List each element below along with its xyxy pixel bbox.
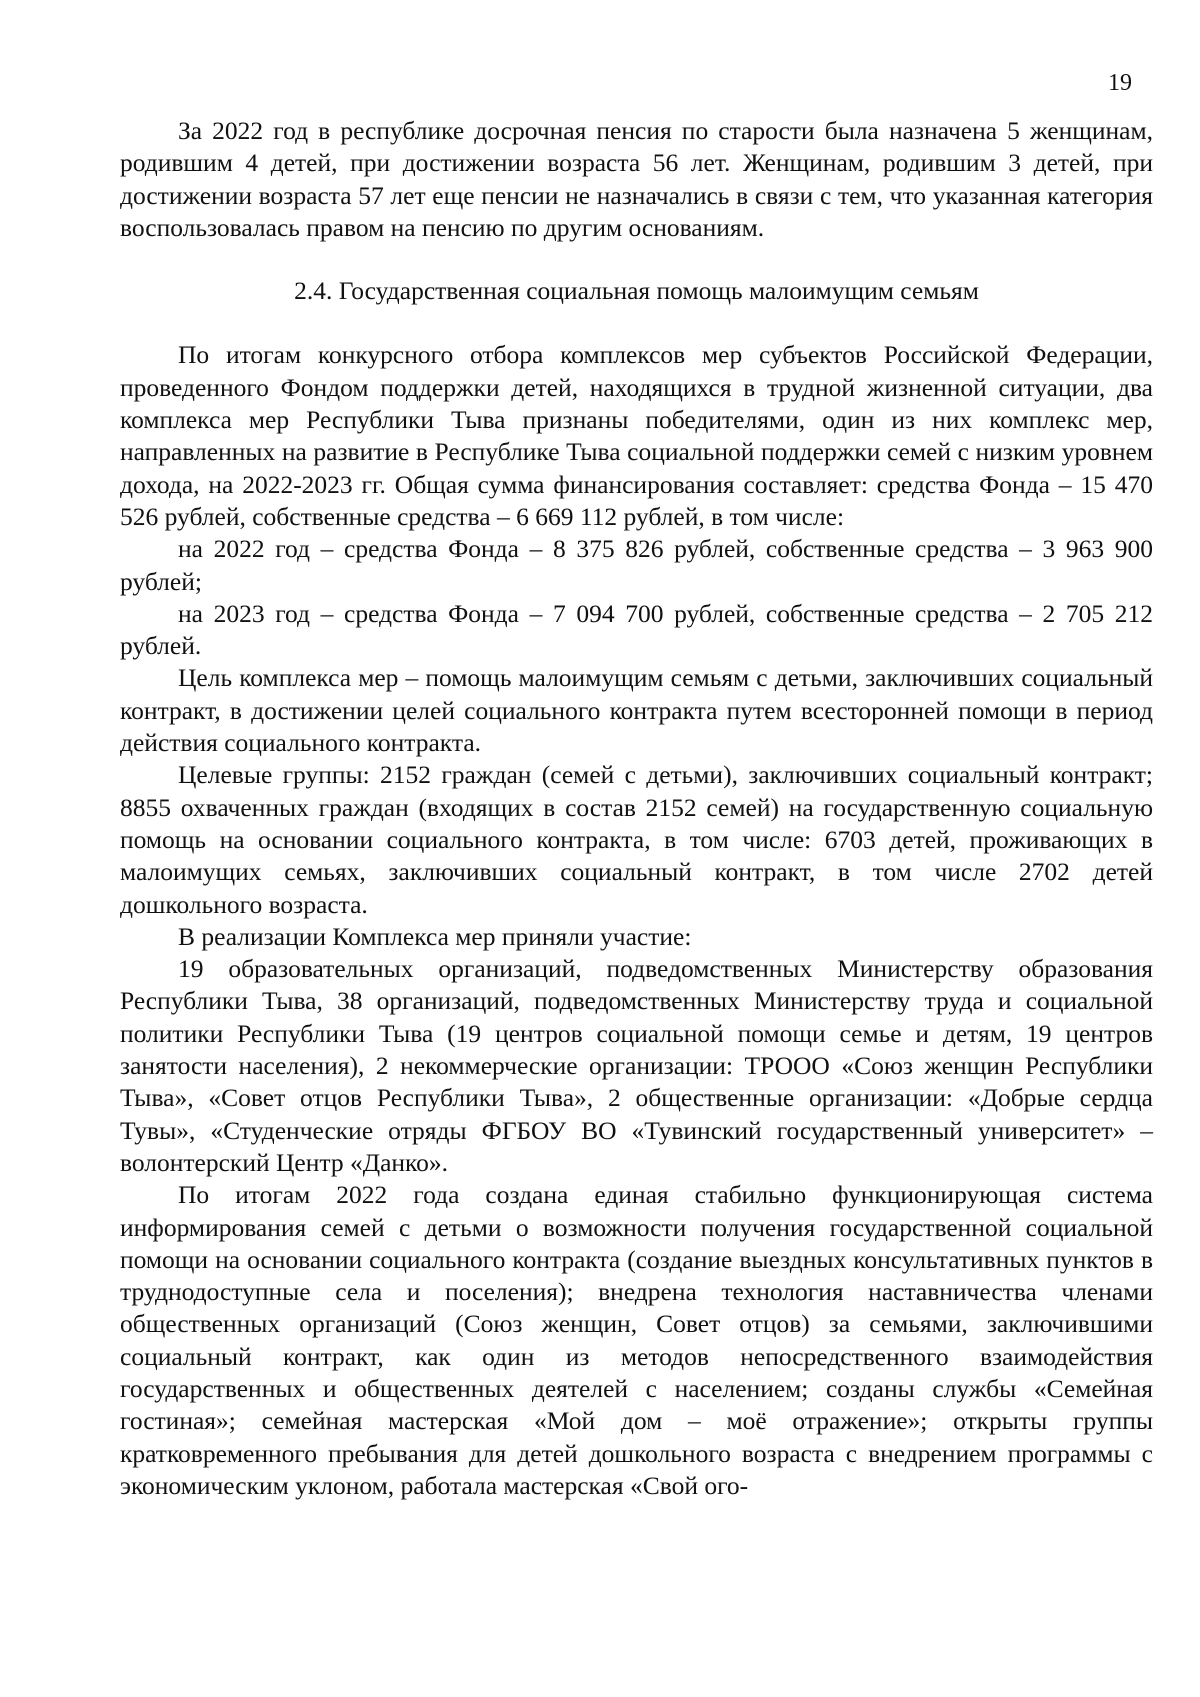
paragraph-funding-2022: на 2022 год – средства Фонда – 8 375 826 рублей, собственные средства – 3 963 900 рублей; bbox=[120, 534, 1153, 596]
paragraph-participants-intro: В реализации Комплекса мер приняли участие: bbox=[178, 921, 692, 951]
page-number: 19 bbox=[1108, 70, 1132, 96]
paragraph-early-pension: За 2022 год в республике досрочная пенсия по старости была назначена 5 женщинам, родившим 4 детей, при достижении возраста 56 лет. Женщинам, родившим 3 детей, при достижении возраста 57 лет еще пенсии не назначались в связи с тем, что указанная категория воспользовалась правом на пенсию по другим основаниям. bbox=[120, 116, 1153, 242]
paragraph-participants: 19 образовательных организаций, подведомственных Министерству образования Республики Тыва, 38 организаций, подведомственных Министерству труда и социальной политики Республики Тыва (19 центров социальной помощи семье и детям, 19 центров занятости населения), 2 некоммерческие организации: ТРООО «Союз женщин Республики Тыва», «Совет отцов Республики Тыва», 2 общественные организации: «Добрые сердца Тувы», «Студенческие отряды ФГБОУ ВО «Тувинский государственный университет» – волонтерский Центр «Данко». bbox=[120, 954, 1153, 1177]
paragraph-results-2022: По итогам 2022 года создана единая стабильно функционирующая система информирования семей с детьми о возможности получения государственной социальной помощи на основании социального контракта (создание выездных консультативных пунктов в труднодоступные села и поселения); внедрена технология наставничества членами общественных организаций (Союз женщин, Совет отцов) за семьями, заключившими социальный контракт, как один из методов непосредственного взаимодействия государственных и общественных деятелей с населением; созданы службы «Семейная гостиная»; семейная мастерская «Мой дом – моё отражение»; открыты группы кратковременного пребывания для детей дошкольного возраста с внедрением программы с экономическим уклоном, работала мастерская «Свой ого- bbox=[120, 1180, 1153, 1500]
section-heading: 2.4. Государственная социальная помощь малоимущим семьям bbox=[294, 276, 979, 306]
paragraph-target-groups: Целевые группы: 2152 граждан (семей с детьми), заключивших социальный контракт; 8855 охваченных граждан (входящих в состав 2152 семей) на государственную социальную помощь на основании социального контракта, в том числе: 6703 детей, проживающих в малоимущих семьях, заключивших социальный контракт, в том числе 2702 детей дошкольного возраста. bbox=[120, 760, 1153, 919]
document-body bbox=[120, 115, 1153, 1502]
paragraph-funding-2023: на 2023 год – средства Фонда – 7 094 700 рублей, собственные средства – 2 705 212 рублей. bbox=[120, 598, 1153, 661]
paragraph-goal: Цель комплекса мер – помощь малоимущим семьям с детьми, заключивших социальный контракт, в достижении целей социального контракта путем всесторонней помощи в период действия социального контракта. bbox=[120, 663, 1153, 758]
paragraph-competition-results: По итогам конкурсного отбора комплексов мер субъектов Российской Федерации, проведенного Фондом поддержки детей, находящихся в трудной жизненной ситуации, два комплекса мер Республики Тыва признаны победителями, один из них комплекс мер, направленных на развитие в Республике Тыва социальной поддержки семей с низким уровнем дохода, на 2022-2023 гг. Общая сумма финансирования составляет: средства Фонда – 15 470 526 рублей, собственные средства – 6 669 112 рублей, в том числе: bbox=[120, 340, 1153, 531]
